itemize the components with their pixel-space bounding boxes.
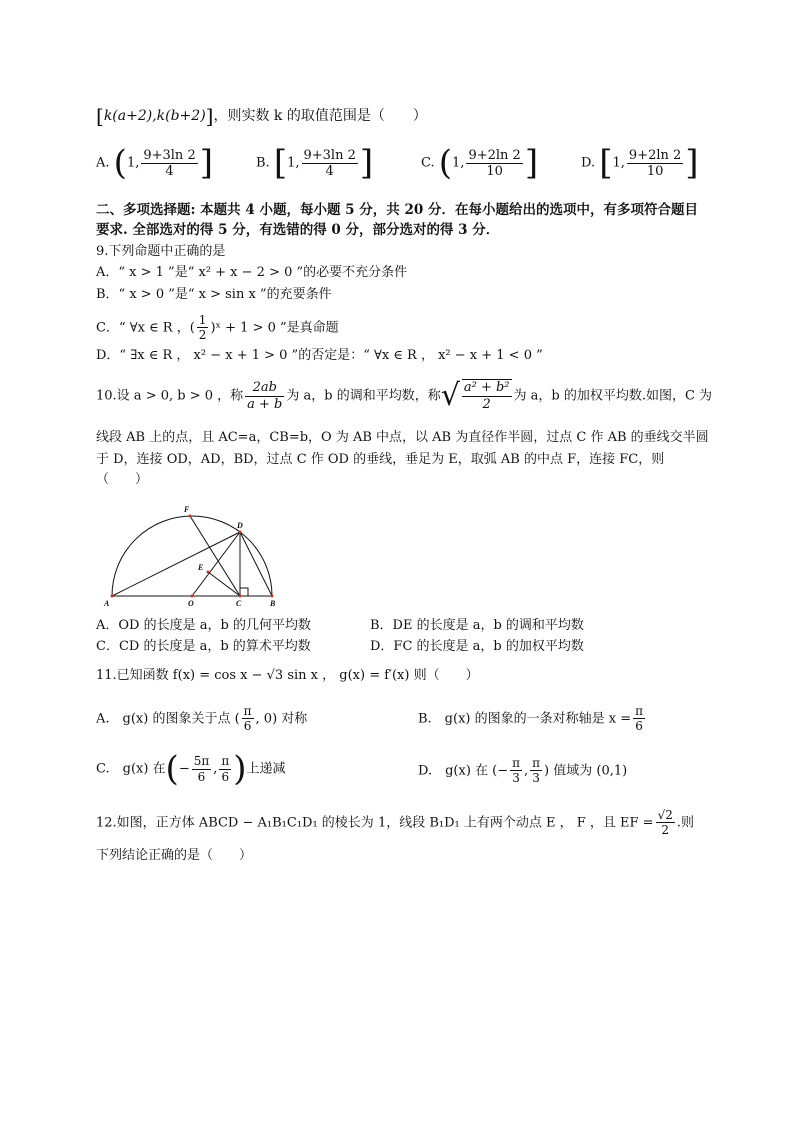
q8-option-b: B. [1, $\frac{9+3\ln 2}{4}$ ] xyxy=(256,143,374,183)
q8-question: ，则实数 k 的取值范围是（ ） xyxy=(213,108,427,124)
q9-option-d: D．“ ∃x ∈ R ， x² − x + 1 > 0 ”的否定是：“ ∀x ∈ R ， x² − x + 1 < 0 ” xyxy=(96,348,543,363)
segment-fc xyxy=(190,516,240,596)
q9-option-a: A．“ x > 1 ”是“ x² + x − 2 > 0 ”的必要不充分条件 xyxy=(96,265,408,280)
q10-stem-line1: 10.设 a > 0, b > 0 ，称 $\frac{2ab}{a + b}$ 为 a，b 的调和平均数，称√ $\frac{\text{a² + b²}}{2}$ 为 a，b 的加权平均数.如图，C 为 xyxy=(96,378,713,413)
q11-option-a: A. g(x) 的图象关于点 ( $\frac{\pi}{6}$ , 0) 对称 xyxy=(96,704,308,734)
q8-option-a: A. (1, $\frac{9+3\ln 2}{4}$ ] xyxy=(96,143,213,183)
q8-option-c: C. (1, $\frac{9+2\ln 2}{10}$ ] xyxy=(421,143,539,183)
label-d: D xyxy=(237,521,243,530)
q9-option-b: B．“ x > 0 ”是“ x > sin x ”的充要条件 xyxy=(96,287,332,302)
label-f: F xyxy=(184,505,190,514)
q8-option-d: D. [1, $\frac{9+2\ln 2}{10}$ ] xyxy=(581,143,699,183)
segment-ad xyxy=(112,532,240,596)
q10-option-c: C．CD 的长度是 a，b 的算术平均数 xyxy=(96,639,311,654)
segment-bd xyxy=(240,532,272,596)
q10-stem-line4: （ ） xyxy=(96,472,149,487)
q8-interval: k(a+2),k(b+2) xyxy=(103,108,206,124)
segment-ce xyxy=(208,572,240,596)
q10-option-a: A．OD 的长度是 a，b 的几何平均数 xyxy=(96,618,311,633)
right-angle-mark xyxy=(240,588,248,596)
q8-interval-line: [k(a+2),k(b+2)]，则实数 k 的取值范围是（ ） xyxy=(96,104,427,128)
q9-stem: 9.下列命题中正确的是 xyxy=(96,244,226,259)
section2-heading-line2: 要求. 全部选对的得 5 分，有选错的得 0 分，部分选对的得 3 分． xyxy=(96,222,500,238)
label-a: A xyxy=(104,599,110,608)
q10-semicircle-figure xyxy=(100,500,290,612)
q10-stem-line3: 于 D，连接 OD，AD，BD，过点 C 作 OD 的垂线，垂足为 E，取弧 AB 的中点 F，连接 FC，则 xyxy=(96,452,665,467)
q11-option-d: D. g(x) 在 (− $\frac{\pi}{3}$ , $\frac{\pi}{3}$ ) 值域为 (0,1) xyxy=(418,756,628,786)
section2-heading-line1: 二、多项选择题: 本题共 4 小题，每小题 5 分，共 20 分．在每小题给出的选项中，有多项符合题目 xyxy=(96,202,698,218)
q9-option-c: C．“ ∀x ∈ R ，( $\frac{1}{2}$ )ˣ + 1 > 0 ”是真命题 xyxy=(96,313,339,343)
q10-option-b: B．DE 的长度是 a，b 的调和平均数 xyxy=(370,618,584,633)
q12-stem-line1: 12.如图，正方体 ABCD − A₁B₁C₁D₁ 的棱长为 1，线段 B₁D₁ 上有两个动点 E ， F ，且 EF = $\frac{√2}{2}$ .则 xyxy=(96,808,695,838)
q10-stem-line2: 线段 AB 上的点，且 AC=a，CB=b，O 为 AB 中点，以 AB 为直径作半圆，过点 C 作 AB 的垂线交半圆 xyxy=(96,430,709,445)
q12-stem-line2: 下列结论正确的是（ ） xyxy=(96,848,253,863)
label-o: O xyxy=(188,599,194,608)
q11-option-c: C. g(x) 在(− $\frac{5\pi}{6}$ , $\frac{\pi}{6}$ )上递减 xyxy=(96,749,286,789)
label-b: B xyxy=(270,599,276,608)
q11-stem: 11.已知函数 f(x) = cos x − √3 sin x ， g(x) = f′(x) 则（ ） xyxy=(96,668,479,683)
q11-option-b: B. g(x) 的图象的一条对称轴是 x = $\frac{\pi}{6}$ xyxy=(418,704,643,734)
q10-option-d: D．FC 的长度是 a，b 的加权平均数 xyxy=(370,639,584,654)
label-e: E xyxy=(198,563,204,572)
label-c: C xyxy=(236,599,242,608)
